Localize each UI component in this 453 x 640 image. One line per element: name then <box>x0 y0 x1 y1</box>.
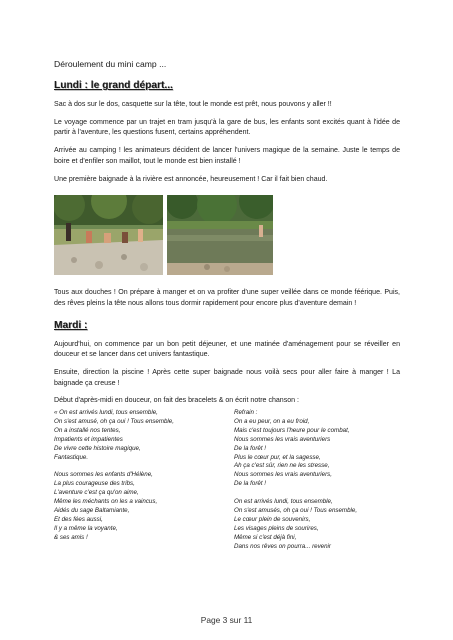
lyric-line: De la forêt ! <box>234 480 266 488</box>
day1-paragraph-3: Arrivée au camping ! les animateurs décident de lancer l'univers magique de la semaine. Juste le temps de boire et d'enfiler son maillot, tout le monde est bien installé ! <box>54 147 400 165</box>
lyric-line: De la forêt ! <box>234 444 266 452</box>
lyric-line: On s'est amusés, oh ça oui ! Tous ensemble, <box>234 506 358 514</box>
song-column-right <box>234 409 404 551</box>
lyric-line: Même si c'est déjà fini, <box>234 533 297 541</box>
page-number: Page 3 sur 11 <box>200 615 253 625</box>
document-title: Déroulement du mini camp ... <box>54 59 167 69</box>
photo-row <box>54 195 400 275</box>
day2-paragraph-1: Aujourd'hui, on commence par un bon petit déjeuner, et une matinée d'aménagement pour se réveiller en douceur et se lancer dans cet univers fantastique. <box>54 340 400 359</box>
riverbank-photo <box>54 195 163 275</box>
day1-paragraph-4: Une première baignade à la rivière est annoncée, heureusement ! Car il fait bien chaud. <box>54 175 328 183</box>
lyric-line: Nous sommes les vrais aventuriers, <box>234 471 332 479</box>
day2-paragraph-2: Ensuite, direction la piscine ! Après cette super baignade nous voilà secs pour aller faire à manger ! La baignade ça creuse ! <box>54 369 400 387</box>
lyric-line: Refrain : <box>234 409 258 417</box>
lyric-line: Nous sommes les enfants d'Hélène, <box>54 471 153 479</box>
lyric-line: Plus le cœur pur, et la sagesse, <box>234 453 321 461</box>
song-column-left <box>54 409 229 542</box>
lyric-line: La plus courageuse des tribs, <box>54 480 135 488</box>
lyric-line: Dans nos rêves on pourra... revenir <box>234 542 331 550</box>
lyric-line: Fantastique. <box>54 453 89 461</box>
lyric-line: De vivre cette histoire magique, <box>54 444 141 452</box>
lyric-spacer <box>234 489 404 498</box>
lyric-line: Ah ça c'est sûr, rien ne les stresse, <box>234 462 330 470</box>
day1-paragraph-5: Tous aux douches ! On prépare à manger et on va profiter d'une super veillée dans ce monde féérique. Puis, des rêves pleins la tête nous allons tous dormir rapidement pour encore plus d'aventure demain ! <box>54 289 400 307</box>
lyric-line: On a eu peur, on a eu froid, <box>234 418 310 426</box>
lyric-line: & ses amis ! <box>54 533 88 541</box>
lyric-line: On s'est amusé, oh ça oui ! Tous ensemble, <box>54 418 174 426</box>
day2-paragraph-3: Début d'après-midi en douceur, on fait des bracelets & on écrit notre chanson : <box>54 397 299 405</box>
lyric-line: Aidés du sage Baltamiante, <box>54 506 130 514</box>
day1-heading: Lundi : le grand départ... <box>54 80 173 91</box>
lyric-line: Mais c'est toujours l'heure pour le combat, <box>234 426 350 434</box>
lyric-line: On est arrivés lundi, tous ensemble, <box>234 498 333 506</box>
lyric-line: Et des fées aussi, <box>54 515 103 523</box>
day1-paragraph-1: Sac à dos sur le dos, casquette sur la tête, tout le monde est prêt, nous pouvons y aller !! <box>54 101 332 108</box>
lyric-line: On a installé nos tentes, <box>54 426 121 434</box>
day2-heading: Mardi : <box>54 319 88 331</box>
lyric-line: L'aventure c'est ça qu'on aime, <box>54 489 139 497</box>
lyric-line: Les visages pleins de sourires, <box>234 524 319 532</box>
lyric-line: Il y a même la voyante, <box>54 524 118 532</box>
page-content <box>54 59 400 581</box>
river-photo <box>167 195 273 275</box>
lyric-line: « On est arrivés lundi, tous ensemble, <box>54 409 158 417</box>
day1-paragraph-2: Le voyage commence par un trajet en tram jusqu'à la gare de bus, les enfants sont excités quant à l'idée de partir à l'aventure, les questions fusent, certains appréhendent. <box>54 118 400 137</box>
lyric-line: Le cœur plein de souvenirs, <box>234 515 311 523</box>
lyric-line: Nous sommes les vrais aventuriers <box>234 435 331 443</box>
lyric-line: Même les méchants on les a vaincus, <box>54 498 158 506</box>
lyric-spacer <box>54 462 229 471</box>
lyric-line: Impatients et impatientes <box>54 435 123 443</box>
song-lyrics <box>54 409 400 581</box>
